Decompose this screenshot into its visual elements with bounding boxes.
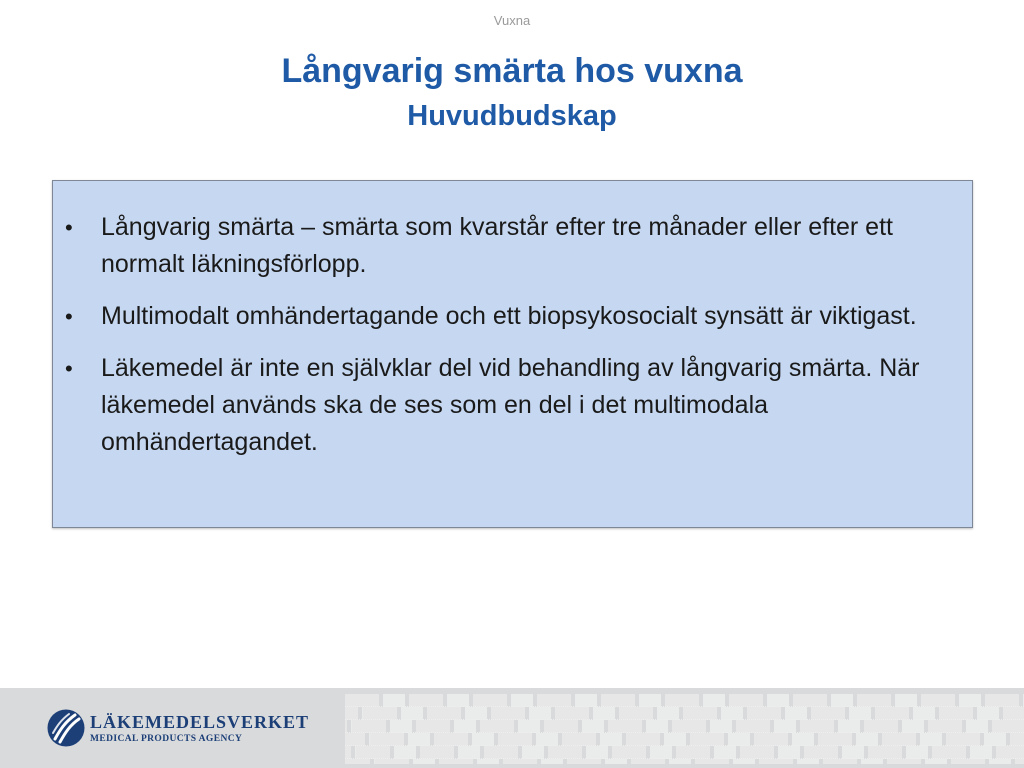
- slide-subtitle: Huvudbudskap: [407, 100, 617, 132]
- bullet-item: [53, 298, 972, 335]
- footer-word-pattern: [345, 694, 1024, 764]
- logo-name: LÄKEMEDELSVERKET: [90, 712, 310, 732]
- logo-tagline: MEDICAL PRODUCTS AGENCY: [90, 734, 243, 744]
- bullet-marker: •: [65, 356, 73, 381]
- bullet-list: [53, 209, 972, 476]
- agency-logo: [46, 708, 310, 752]
- bullet-item: [53, 350, 972, 461]
- bullet-marker: •: [65, 304, 73, 329]
- bullet-text: Långvarig smärta – smärta som kvarstår efter tre månader eller efter ett normalt läkningsförlopp.: [101, 213, 893, 278]
- bullet-text: Läkemedel är inte en självklar del vid behandling av långvarig smärta. När läkemedel används ska de ses som en del i det multimodala omhändertagandet.: [101, 354, 920, 456]
- slide-title: Långvarig smärta hos vuxna: [281, 52, 743, 90]
- bullet-item: [53, 209, 972, 283]
- bullet-text: Multimodalt omhändertagande och ett biopsykosocialt synsätt är viktigast.: [101, 302, 917, 330]
- key-messages-box: [52, 180, 973, 528]
- agency-emblem-icon: [46, 708, 86, 748]
- section-label: Vuxna: [493, 13, 531, 28]
- bullet-marker: •: [65, 215, 73, 240]
